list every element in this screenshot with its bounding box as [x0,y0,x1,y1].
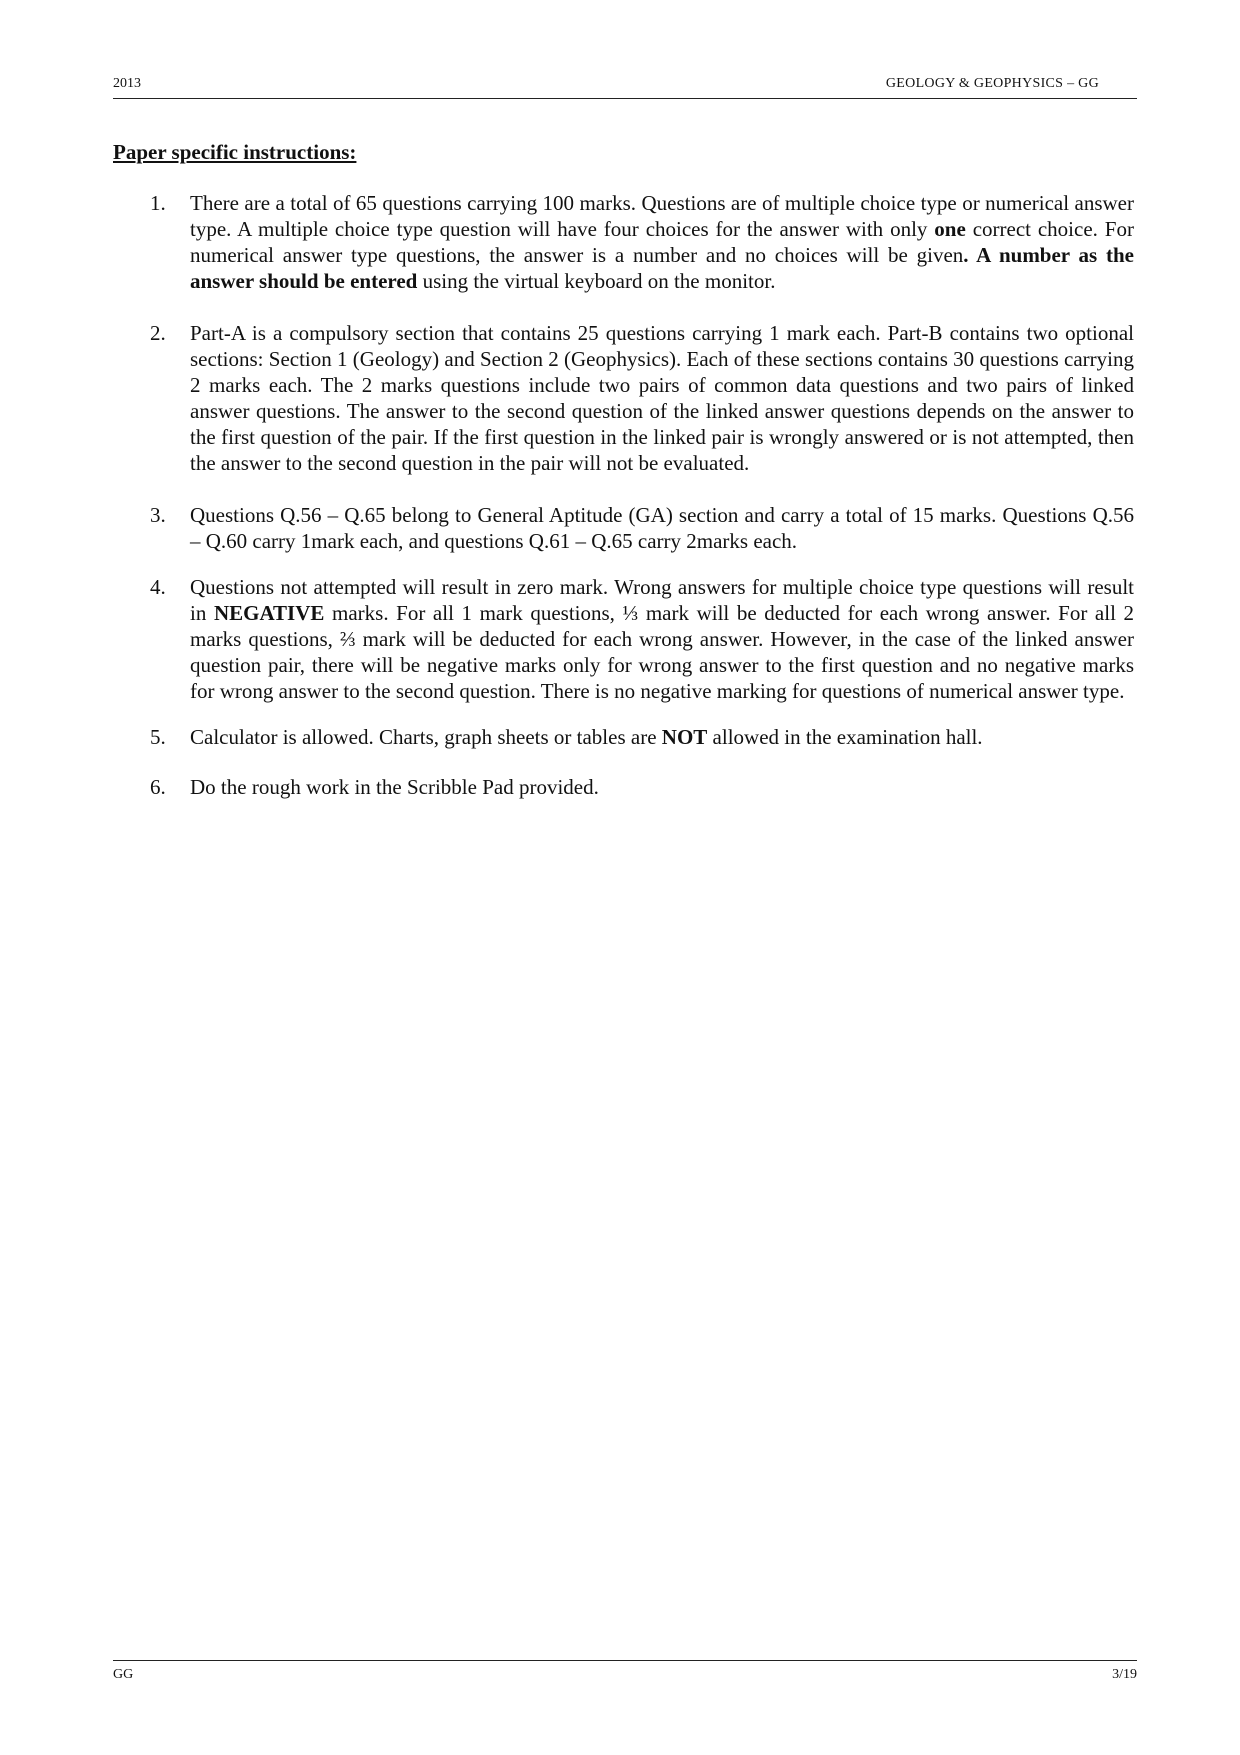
instruction-number: 6. [150,775,166,799]
header-subject: GEOLOGY & GEOPHYSICS – GG [885,76,1099,91]
instruction-run: using the virtual keyboard on the monitor. [417,269,776,293]
instruction-run: Part-A is a compulsory section that contains 25 questions carrying 1 mark each. Part-B contains two optional sections: Section 1 (Geology) and Section 2 (Geophysics). Each of these sections contains 30 questions carrying 2 marks each. The 2 marks questions include two pairs of common data questions and two pairs of linked answer questions. The answer to the second question of the linked answer questions depends on the answer to the first question of the pair. If the first question in the linked pair is wrongly answered or is not attempted, then the answer to the second question in the pair will not be evaluated. [190,321,1134,475]
instruction-number: 5. [150,725,166,749]
section-title: Paper specific instructions: [113,140,357,164]
instruction-emphasis: . A number as the answer should be entered [190,243,1134,293]
instruction-number: 3. [150,503,166,527]
instruction-run: Do the rough work in the Scribble Pad provided. [190,775,599,799]
instruction-run: Calculator is allowed. Charts, graph sheets or tables are [190,725,662,749]
instruction-emphasis: one [934,217,966,241]
instruction-text [190,725,983,749]
instruction-text [190,191,1134,293]
instruction-item [150,774,1134,800]
footer-code: GG [113,1667,134,1682]
instruction-text [190,775,599,799]
instruction-number: 2. [150,321,166,345]
instruction-text [190,575,1134,703]
instruction-run: marks. For all 1 mark questions, ⅓ mark will be deducted for each wrong answer. For all 2 marks questions, ⅔ mark will be deducted for each wrong answer. However, in the case of the linked answer question pair, there will be negative marks only for wrong answer to the first question and no negative marks for wrong answer to the second question. There is no negative marking for questions of numerical answer type. [190,601,1135,703]
instruction-item [150,190,1134,294]
instructions-list [150,190,1134,800]
instruction-item [150,320,1134,476]
instruction-item [150,724,1134,750]
instruction-run: There are a total of 65 questions carrying 100 marks. Questions are of multiple choice type or numerical answer type. A multiple choice type question will have four choices for the answer with only [190,191,1134,241]
instruction-text [190,503,1134,553]
instruction-run: allowed in the examination hall. [707,725,983,749]
page-footer [113,1660,1137,1685]
instruction-text [190,321,1134,475]
instruction-run: correct choice. For numerical answer type questions, the answer is a number and no choices will be given [190,217,1134,267]
instruction-emphasis: NEGATIVE [213,601,325,625]
page-header [113,74,1137,99]
footer-page-number: 3/19 [1112,1667,1137,1682]
instruction-item [150,574,1134,704]
instruction-item [150,502,1134,554]
instruction-run: Questions not attempted will result in zero mark. Wrong answers for multiple choice type questions will result in [190,575,1134,625]
instruction-number: 4. [150,575,166,599]
header-year: 2013 [113,76,141,91]
instruction-run: Questions Q.56 – Q.65 belong to General Aptitude (GA) section and carry a total of 15 marks. Questions Q.56 – Q.60 carry 1mark each, and questions Q.61 – Q.65 carry 2marks each. [190,503,1134,553]
instruction-number: 1. [150,191,166,215]
instruction-emphasis: NOT [661,725,708,749]
